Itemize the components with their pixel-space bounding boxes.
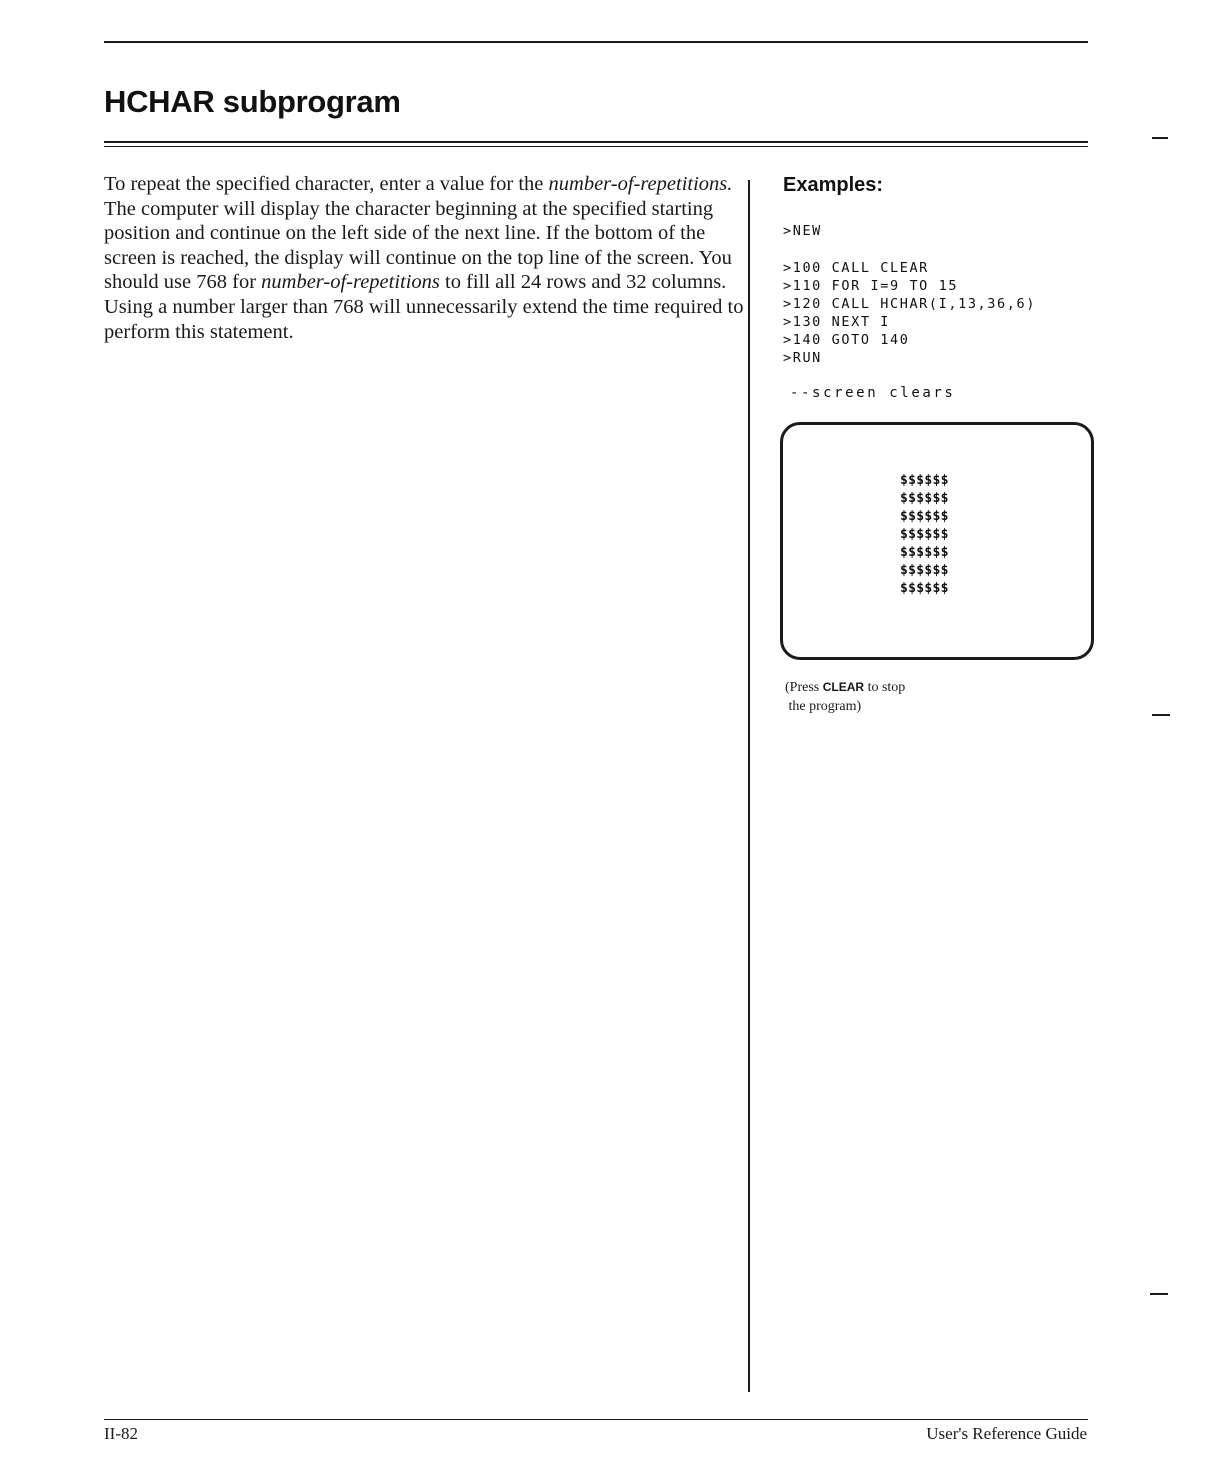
code-new: >NEW [783,223,822,239]
screen-output: $$$$$$ $$$$$$ $$$$$$ $$$$$$ $$$$$$ $$$$$$ $$$$$$ [900,473,949,596]
description-text-3: to fill all 24 rows and 32 columns. Using a number larger than 768 will unnecessarily extend the time required to perform this statement. [104,271,744,343]
description-text-1: To repeat the specified character, enter a value for the [104,173,549,195]
term-number-of-repetitions: number-of-repetitions. [548,173,733,195]
examples-heading: Examples: [783,174,884,196]
bottom-rule [104,1419,1088,1420]
top-rule [104,41,1088,43]
term-number-of-repetitions-2: number-of-repetitions [261,271,440,294]
title-rule-upper [104,141,1088,143]
title-rule-lower [104,146,1088,147]
page-title: HCHAR subprogram [104,84,401,119]
caption [785,678,905,716]
description-text-2: The computer will display the character beginning at the specified starting position and continue on the left side of the next line. If the bottom of the screen is reached, the display will continue on the top line of the screen. You should use 768 for [104,197,732,294]
page-number: II-82 [104,1424,138,1443]
caption-post: to stop [864,680,906,695]
margin-mark-2 [1152,714,1170,716]
code-program: >100 CALL CLEAR >110 FOR I=9 TO 15 >120 CALL HCHAR(I,13,36,6) >130 NEXT I >140 GOTO 140 >RUN [783,260,1036,366]
caption-line-2: the program) [788,699,862,714]
clear-key-label: CLEAR [822,680,865,694]
column-divider [748,180,750,1392]
screen-clears-note: --screen clears [790,385,956,401]
margin-mark-3 [1150,1293,1168,1295]
margin-mark-1 [1152,137,1168,139]
caption-pre: (Press [785,680,823,695]
description-paragraph [104,172,744,344]
guide-name: User's Reference Guide [926,1424,1087,1443]
